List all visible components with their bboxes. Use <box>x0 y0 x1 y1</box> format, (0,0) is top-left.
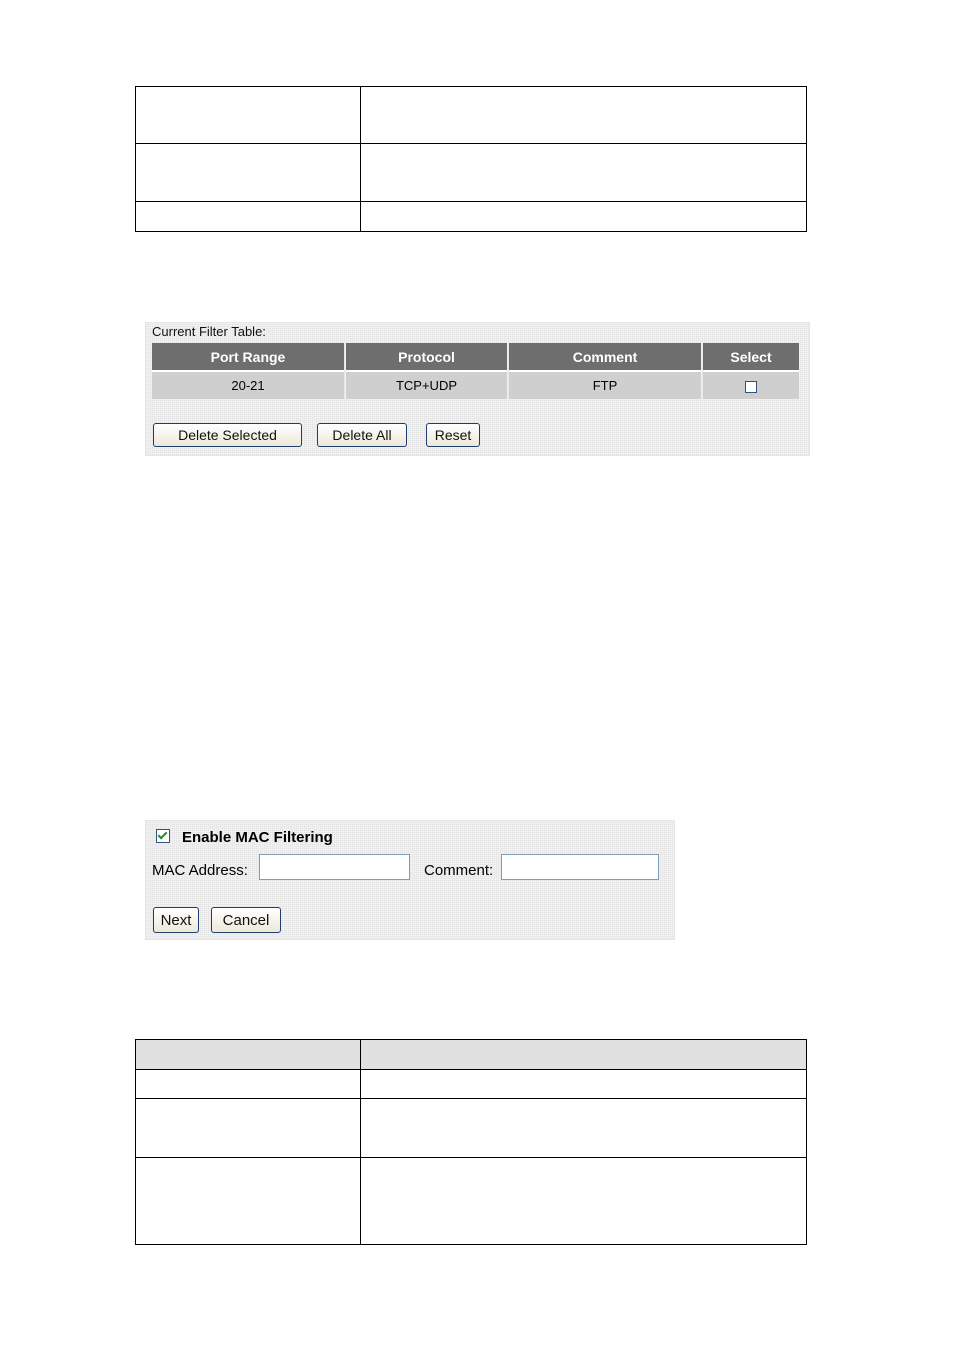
doc-header-cell <box>361 1040 807 1070</box>
delete-all-button[interactable]: Delete All <box>317 423 407 447</box>
cell-port-range: 20-21 <box>152 370 344 399</box>
doc-cell <box>361 1099 807 1158</box>
cell-protocol: TCP+UDP <box>346 370 507 399</box>
reset-button[interactable]: Reset <box>426 423 480 447</box>
enable-mac-filtering-row <box>156 829 333 846</box>
column-header-select: Select <box>703 343 799 370</box>
cell-select <box>703 370 799 399</box>
doc-cell <box>361 1158 807 1245</box>
doc-cell <box>136 87 361 144</box>
filter-table-panel <box>145 322 810 456</box>
doc-cell <box>136 1158 361 1245</box>
doc-cell <box>136 1099 361 1158</box>
enable-mac-filtering-label: Enable MAC Filtering <box>182 829 333 846</box>
row-select-checkbox[interactable] <box>745 381 757 393</box>
mac-address-input[interactable] <box>259 854 410 880</box>
enable-mac-filtering-checkbox[interactable] <box>156 829 170 843</box>
delete-selected-button[interactable]: Delete Selected <box>153 423 302 447</box>
doc-cell <box>361 1070 807 1099</box>
filter-table <box>150 343 801 399</box>
mac-filtering-panel <box>145 820 675 940</box>
doc-cell <box>136 202 361 232</box>
comment-label: Comment: <box>424 862 494 879</box>
cancel-button[interactable]: Cancel <box>211 907 281 933</box>
filter-table-header <box>152 343 799 370</box>
doc-cell <box>361 87 807 144</box>
column-header-port-range: Port Range <box>152 343 344 370</box>
cell-comment: FTP <box>509 370 701 399</box>
next-button[interactable]: Next <box>153 907 199 933</box>
doc-cell <box>361 202 807 232</box>
top-doc-table <box>135 86 807 232</box>
doc-cell <box>136 1070 361 1099</box>
mac-address-label: MAC Address: <box>152 862 248 879</box>
filter-table-caption: Current Filter Table: <box>152 324 266 339</box>
comment-input[interactable] <box>501 854 659 880</box>
doc-cell <box>361 144 807 202</box>
doc-header-cell <box>136 1040 361 1070</box>
column-header-protocol: Protocol <box>346 343 507 370</box>
bottom-doc-table <box>135 1039 807 1245</box>
column-header-comment: Comment <box>509 343 701 370</box>
table-row <box>152 370 799 399</box>
doc-cell <box>136 144 361 202</box>
